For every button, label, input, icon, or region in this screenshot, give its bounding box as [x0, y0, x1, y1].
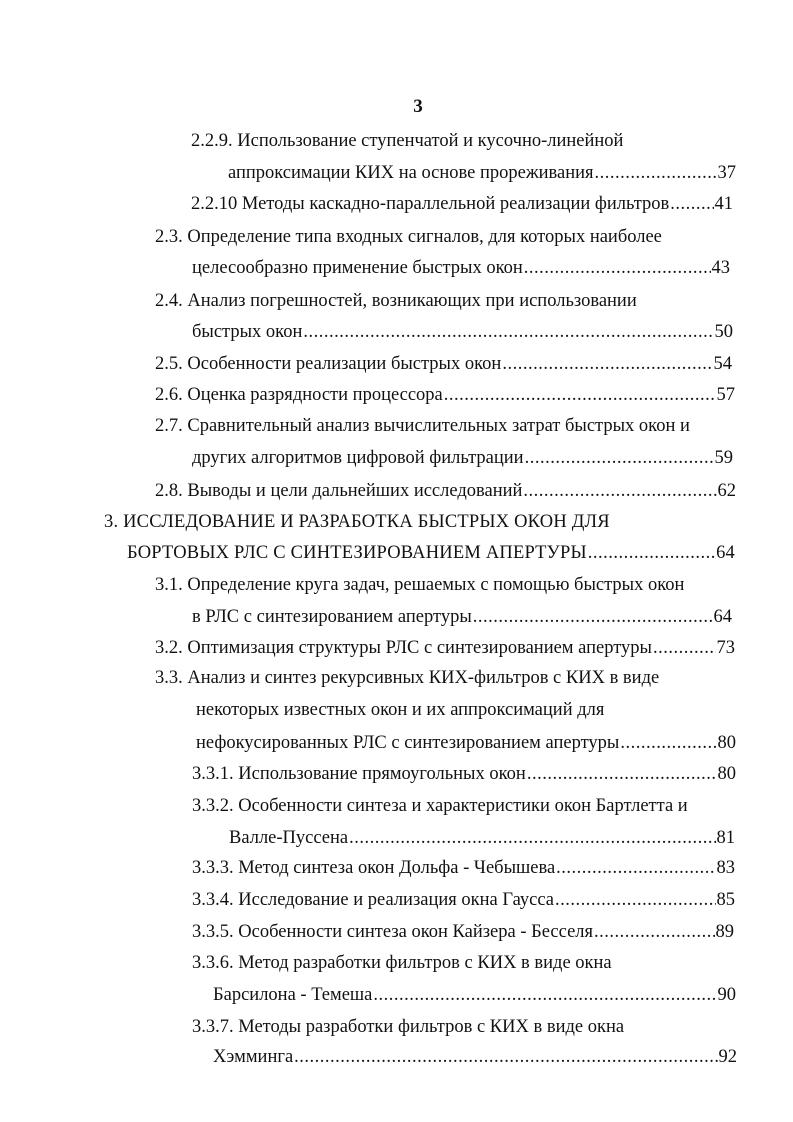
toc-entry-3-3-line1: 3.3. Анализ и синтез рекурсивных КИХ-фильтров с КИХ в виде	[155, 668, 660, 688]
toc-entry-3-3-2-line2: Валле-Пуссена ..... 81	[229, 826, 735, 850]
page-ref: 64	[713, 607, 732, 627]
leader-dots	[556, 856, 715, 880]
page-ref: 64	[716, 543, 735, 563]
page-ref: 73	[716, 638, 735, 658]
toc-entry-3-3-7-line1: 3.3.7. Методы разработки фильтров с КИХ в виде окна	[192, 1017, 625, 1037]
page-ref: 57	[716, 385, 735, 405]
leader-dots	[373, 983, 716, 1007]
leader-dots	[620, 731, 716, 755]
leader-dots	[523, 479, 716, 503]
toc-entry-2-3-line1: 2.3. Определение типа входных сигналов, для которых наиболее	[155, 227, 662, 247]
toc-entry-3-3-1: 3.3.1. Использование прямоугольных окон ..... 80	[192, 762, 736, 786]
toc-entry-3-3-6-line1: 3.3.6. Метод разработки фильтров с КИХ в виде окна	[192, 953, 612, 973]
page-ref: 62	[717, 481, 736, 501]
toc-entry-2-4-line2: быстрых окон ..... 50	[192, 320, 733, 344]
toc-entry-3-3-3: 3.3.3. Метод синтеза окон Дольфа - Чебышева ..... 83	[192, 856, 735, 880]
leader-dots	[527, 762, 717, 786]
page-ref: 81	[716, 828, 735, 848]
toc-entry-3-1-line2: в РЛС с синтезированием апертуры ..... 64	[192, 605, 732, 629]
leader-dots	[349, 826, 715, 850]
leader-dots	[555, 888, 716, 912]
page-ref: 80	[717, 764, 736, 784]
page-ref: 90	[717, 985, 736, 1005]
leader-dots	[588, 541, 715, 565]
leader-dots	[524, 256, 711, 280]
toc-entry-3-3-line3: нефокусированных РЛС с синтезированием апертуры ..... 80	[196, 731, 736, 755]
leader-dots	[525, 446, 714, 470]
toc-entry-3-line2: БОРТОВЫХ РЛС С СИНТЕЗИРОВАНИЕМ АПЕРТУРЫ ..... 64	[127, 541, 735, 565]
toc-entry-2-7-line2: других алгоритмов цифровой фильтрации ..... 59	[192, 446, 733, 470]
leader-dots	[595, 161, 717, 185]
leader-dots	[294, 1045, 717, 1069]
toc-entry-2-7-line1: 2.7. Сравнительный анализ вычислительных затрат быстрых окон и	[155, 416, 690, 436]
leader-dots	[502, 352, 712, 376]
page-ref: 85	[716, 890, 735, 910]
toc-entry-3-3-4: 3.3.4. Исследование и реализация окна Гаусса ..... 85	[192, 888, 735, 912]
leader-dots	[473, 605, 713, 629]
leader-dots	[594, 920, 714, 944]
toc-entry-2-5: 2.5. Особенности реализации быстрых окон ..... 54	[155, 352, 732, 376]
toc-entry-2-2-9-line1: 2.2.9. Использование ступенчатой и кусочно-линейной	[191, 131, 624, 151]
leader-dots	[444, 383, 716, 407]
leader-dots	[670, 192, 713, 216]
toc-entry-3-3-7-line2: Хэмминга ..... 92	[213, 1045, 737, 1069]
page-ref: 59	[714, 448, 733, 468]
toc-entry-2-2-10: 2.2.10 Методы каскадно-параллельной реализации фильтров ..... 41	[191, 192, 733, 216]
page-ref: 92	[718, 1047, 737, 1067]
leader-dots	[303, 320, 713, 344]
toc-entry-3-3-6-line2: Барсилона - Темеша ..... 90	[213, 983, 736, 1007]
toc-entry-2-4-line1: 2.4. Анализ погрешностей, возникающих при использовании	[155, 291, 637, 311]
leader-dots	[653, 636, 716, 660]
page-number: 3	[413, 96, 423, 117]
toc-entry-3-3-line2: некоторых известных окон и их аппроксимаций для	[196, 700, 605, 720]
page-ref: 89	[715, 922, 734, 942]
toc-entry-2-2-9-line2: аппроксимации КИХ на основе прореживания ..... 37	[228, 161, 736, 185]
toc-entry-3-3-5: 3.3.5. Особенности синтеза окон Кайзера - Бесселя ..... 89	[192, 920, 734, 944]
toc-entry-3-1-line1: 3.1. Определение круга задач, решаемых с помощью быстрых окон	[155, 575, 685, 595]
page-ref: 37	[717, 163, 736, 183]
toc-entry-2-8: 2.8. Выводы и цели дальнейших исследований ..... 62	[155, 479, 736, 503]
page-ref: 50	[714, 322, 733, 342]
toc-entry-2-6: 2.6. Оценка разрядности процессора ..... 57	[155, 383, 735, 407]
toc-entry-3-3-2-line1: 3.3.2. Особенности синтеза и характеристики окон Бартлетта и	[192, 796, 688, 816]
toc-entry-2-3-line2: целесообразно применение быстрых окон ..... 43	[192, 256, 730, 280]
page-ref: 80	[717, 733, 736, 753]
page-ref: 54	[713, 354, 732, 374]
page-ref: 43	[711, 258, 730, 278]
page-ref: 83	[716, 858, 735, 878]
page-ref: 41	[714, 194, 733, 214]
toc-entry-3-2: 3.2. Оптимизация структуры РЛС с синтезированием апертуры ..... 73	[155, 636, 735, 660]
toc-entry-3-line1: 3. ИССЛЕДОВАНИЕ И РАЗРАБОТКА БЫСТРЫХ ОКОН ДЛЯ	[104, 512, 610, 532]
